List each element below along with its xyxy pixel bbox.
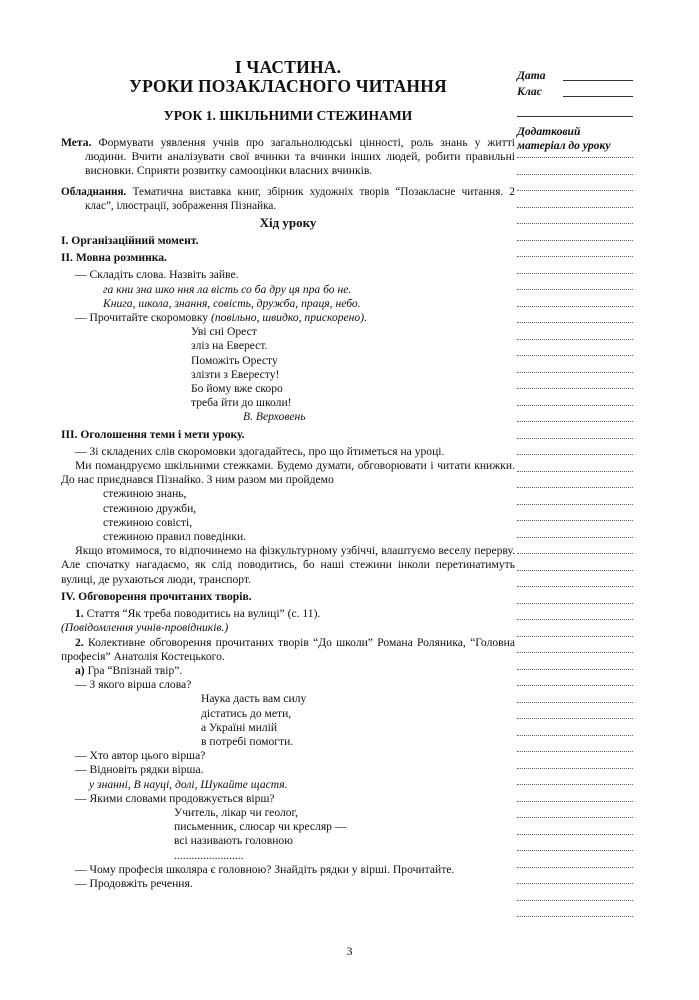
poem-line: злізти з Евересту!: [191, 367, 280, 381]
verse-line: Наука дасть вам силу: [201, 692, 307, 706]
theme-paragraph: — Зі складених слів скоромовки здогадайтесь, про що йтиметься на уроці.: [75, 444, 445, 458]
note-line: [517, 520, 633, 521]
date-label: Дата: [517, 69, 546, 82]
tongue-twister: [61, 325, 515, 410]
course-title: Хід уроку: [259, 215, 317, 231]
note-line: [517, 405, 633, 406]
extra-material-heading: [517, 125, 633, 153]
note-line: [517, 702, 633, 703]
class-label: Клас: [517, 85, 542, 98]
question: — Хто автор цього вірша?: [75, 749, 206, 763]
note-line: [517, 306, 633, 307]
note-line: [517, 850, 633, 851]
warmup-answer: Книга, школа, знання, совість, дружба, праця, небо.: [103, 296, 361, 310]
note-line: [517, 883, 633, 884]
item-number: 2.: [75, 635, 84, 649]
path-item: стежиною правил поведінки.: [103, 530, 247, 544]
note-line: [517, 256, 633, 257]
question: — Якими словами продовжується вірш?: [75, 791, 275, 805]
goal-text: Формувати уявлення учнів про загальнолюдські цінності, роль знань у житті людини. Вчити аналізувати свої вчинки та вчинки інших людей, робити правильні висновки. Сприяти розвитку самооцінки власних вчинків.: [85, 136, 515, 178]
note-line: [517, 669, 633, 670]
note-line: [517, 735, 633, 736]
class-field[interactable]: [517, 84, 633, 100]
item-number: 1.: [75, 607, 84, 621]
equipment-label: Обладнання.: [61, 185, 127, 198]
poem-line: Бо йому вже скоро: [191, 382, 283, 396]
extra-line-2: матеріал до уроку: [517, 139, 611, 152]
task-note: (повільно, швидко, прискорено).: [211, 311, 367, 325]
game-title: Гра “Впізнай твір”.: [87, 663, 183, 677]
goal-paragraph: [61, 136, 515, 179]
verse-line: ........................: [174, 848, 244, 862]
equipment-paragraph: [61, 185, 515, 213]
path-item: стежиною дружби,: [103, 501, 197, 515]
verse-excerpt: [61, 692, 515, 749]
verse-line: в потребі помогти.: [201, 734, 294, 748]
theme-paragraph: Якщо втомимося, то відпочинемо на фізкультурному узбіччі, влаштуємо веселу перерву. Але спочатку нагадаємо, як слід поводитись, бо наші стежини інколи перетинатимуть вулиці, де рухаються люди, транспорт.: [61, 544, 515, 586]
note-line: [517, 339, 633, 340]
note-line: [517, 586, 633, 587]
note-line: [517, 487, 633, 488]
note-line: [517, 372, 633, 373]
note-line: [517, 504, 633, 505]
note-line: [517, 322, 633, 323]
note-line: [517, 454, 633, 455]
note-line: [517, 916, 633, 917]
game-item: [61, 664, 515, 678]
note-line: [517, 471, 633, 472]
note-line: [517, 768, 633, 769]
warmup-task: [61, 311, 515, 325]
verse-line: всі називають головною: [174, 834, 293, 848]
paths-list: [61, 487, 515, 544]
note-line: [517, 685, 633, 686]
date-line: [563, 80, 633, 81]
date-field[interactable]: [517, 68, 633, 84]
note-line: [517, 388, 633, 389]
poem-line: Уві сні Орест: [191, 325, 257, 339]
note-line: [517, 784, 633, 785]
verse-line: а Україні милій: [201, 720, 278, 734]
question: — Продовжіть речення.: [75, 876, 193, 890]
question: — Відновіть рядки вірша.: [75, 763, 204, 777]
warmup-task: — Складіть слова. Назвіть зайве.: [75, 268, 239, 282]
lesson-title: УРОК 1. ШКІЛЬНИМИ СТЕЖИНАМИ: [163, 108, 413, 123]
note-line: [517, 834, 633, 835]
discussion-item: [61, 636, 515, 664]
note-line: [517, 207, 633, 208]
note-line: [517, 537, 633, 538]
note-line: [517, 570, 633, 571]
note-line: [517, 174, 633, 175]
goal-label: Мета.: [61, 136, 92, 149]
question: — З якого вірша слова?: [75, 678, 192, 692]
equipment-text: Тематична виставка книг, збірник художніх творів “Позакласне читання. 2 клас”, ілюстрації, зображення Пізнайка.: [85, 185, 515, 212]
note-line: [517, 223, 633, 224]
path-item: стежиною совісті,: [103, 515, 193, 529]
section-heading: ІV. Обговорення прочитаних творів.: [61, 589, 252, 603]
note-line: [517, 273, 633, 274]
verse-line: Учитель, лікар чи геолог,: [174, 805, 298, 819]
part-subtitle: УРОКИ ПОЗАКЛАСНОГО ЧИТАННЯ: [129, 76, 447, 96]
page-number: 3: [346, 944, 353, 958]
verse-line: дістатись до мети,: [201, 706, 292, 720]
poem-line: Поможіть Оресту: [191, 353, 278, 367]
poem-author: В. Верховень: [243, 410, 306, 424]
item-letter: а): [75, 663, 85, 677]
class-line: [563, 96, 633, 97]
question: — Чому професія школяра є головною? Знайдіть рядки у вірші. Прочитайте.: [75, 862, 455, 876]
poem-line: треба йти до школи!: [191, 396, 292, 410]
note-line: [517, 619, 633, 620]
note-line: [517, 801, 633, 802]
section-heading: І. Організаційний момент.: [61, 234, 199, 248]
item-text: Колективне обговорення прочитаних творів “До школи” Романа Роляника, “Головна професія” Анатолія Костецького.: [61, 635, 515, 663]
note-line: [517, 900, 633, 901]
extra-line-1: Додатковий: [517, 125, 581, 138]
task-text: — Прочитайте скоромовку: [75, 311, 209, 325]
note-line: [517, 718, 633, 719]
note-line: [517, 190, 633, 191]
note-line: [517, 157, 633, 158]
note-line: [517, 867, 633, 868]
discussion-item: [61, 607, 515, 621]
theme-paragraph: Ми помандруємо шкільними стежками. Будемо думати, обговорювати і читати книжки. До нас приєднався Пізнайко. З ним разом ми пройдемо: [61, 459, 515, 487]
section-heading: ІІ. Мовна розминка.: [61, 251, 167, 265]
note-line: [517, 636, 633, 637]
note-line: [517, 553, 633, 554]
scrambled-syllables: га кни зна шко ння ла вість со ба дру ця пра бо не.: [103, 282, 352, 296]
note-line: [517, 603, 633, 604]
note-line: [517, 421, 633, 422]
note-line: [517, 355, 633, 356]
blank-line: [517, 100, 633, 117]
path-item: стежиною знань,: [103, 487, 187, 501]
note-line: [517, 817, 633, 818]
note-line: [517, 751, 633, 752]
note-line: [517, 240, 633, 241]
item-note: (Повідомлення учнів-провідників.): [61, 621, 229, 635]
poem-line: зліз на Еверест.: [191, 339, 268, 353]
verse-line: письменник, слюсар чи кресляр —: [174, 820, 347, 834]
part-title: І ЧАСТИНА.: [234, 57, 342, 77]
section-heading: ІІІ. Оголошення теми і мети уроку.: [61, 427, 245, 441]
verse-excerpt: [61, 806, 515, 863]
main-content: [61, 58, 515, 891]
note-line: [517, 289, 633, 290]
notes-sidebar: [517, 68, 633, 153]
note-line: [517, 652, 633, 653]
scrambled-hint: у знанні, В науці, долі, Шукайте щастя.: [89, 777, 288, 791]
item-text: Стаття “Як треба поводитись на вулиці” (с. 11).: [86, 607, 321, 621]
note-line: [517, 438, 633, 439]
